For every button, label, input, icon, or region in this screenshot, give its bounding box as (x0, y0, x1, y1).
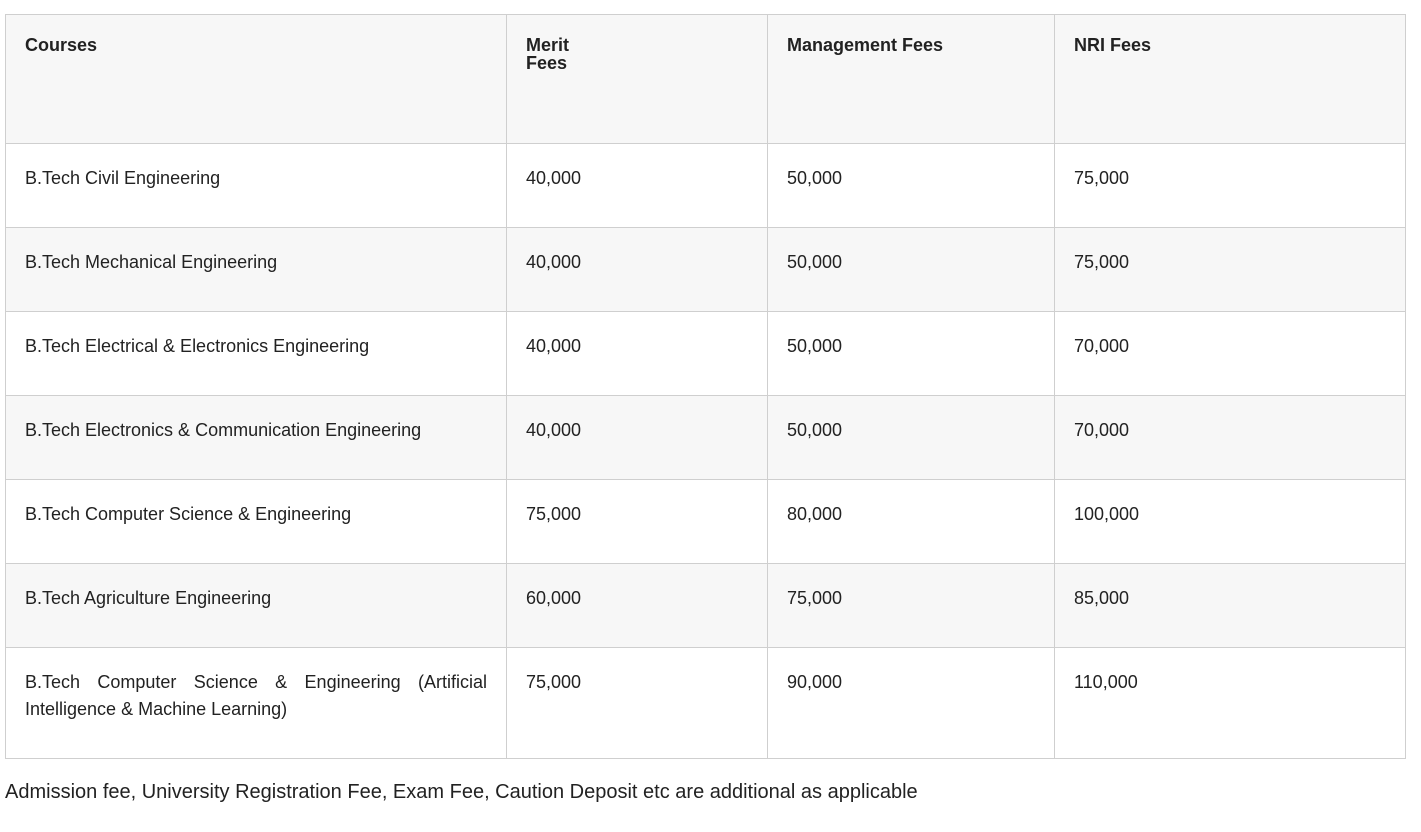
course-cell: B.Tech Electronics & Communication Engineering (6, 396, 507, 480)
management-fee-cell: 80,000 (768, 480, 1055, 564)
fee-table (5, 14, 1406, 759)
additional-fees-note: Admission fee, University Registration Fee, Exam Fee, Caution Deposit etc are additional as applicable (5, 781, 918, 803)
header-courses: Courses (6, 15, 507, 144)
course-cell: B.Tech Mechanical Engineering (6, 228, 507, 312)
merit-fee-cell: 40,000 (507, 396, 768, 480)
management-fee-cell: 50,000 (768, 144, 1055, 228)
merit-fee-cell: 40,000 (507, 312, 768, 396)
header-nri-fees: NRI Fees (1055, 15, 1406, 144)
management-fee-cell: 50,000 (768, 228, 1055, 312)
merit-fee-cell: 60,000 (507, 564, 768, 648)
course-cell: B.Tech Civil Engineering (6, 144, 507, 228)
management-fee-cell: 50,000 (768, 396, 1055, 480)
header-management-fees: Management Fees (768, 15, 1055, 144)
course-cell: B.Tech Agriculture Engineering (6, 564, 507, 648)
nri-fee-cell: 70,000 (1055, 396, 1406, 480)
table-row (6, 480, 1406, 564)
course-cell: B.Tech Computer Science & Engineering (Artificial Intelligence & Machine Learning) (6, 648, 507, 759)
nri-fee-cell: 75,000 (1055, 228, 1406, 312)
header-merit-line1: Merit (526, 35, 570, 55)
header-merit-fees (507, 15, 768, 144)
nri-fee-cell: 75,000 (1055, 144, 1406, 228)
table-row (6, 312, 1406, 396)
course-cell: B.Tech Computer Science & Engineering (6, 480, 507, 564)
nri-fee-cell: 100,000 (1055, 480, 1406, 564)
table-row (6, 396, 1406, 480)
merit-fee-cell: 40,000 (507, 228, 768, 312)
course-cell: B.Tech Electrical & Electronics Engineering (6, 312, 507, 396)
nri-fee-cell: 85,000 (1055, 564, 1406, 648)
management-fee-cell: 90,000 (768, 648, 1055, 759)
table-row (6, 648, 1406, 759)
nri-fee-cell: 70,000 (1055, 312, 1406, 396)
header-merit-line2: Fees (526, 53, 568, 73)
table-row (6, 228, 1406, 312)
management-fee-cell: 50,000 (768, 312, 1055, 396)
table-header-row (6, 15, 1406, 144)
merit-fee-cell: 75,000 (507, 648, 768, 759)
table-row (6, 564, 1406, 648)
management-fee-cell: 75,000 (768, 564, 1055, 648)
nri-fee-cell: 110,000 (1055, 648, 1406, 759)
table-row (6, 144, 1406, 228)
merit-fee-cell: 40,000 (507, 144, 768, 228)
merit-fee-cell: 75,000 (507, 480, 768, 564)
